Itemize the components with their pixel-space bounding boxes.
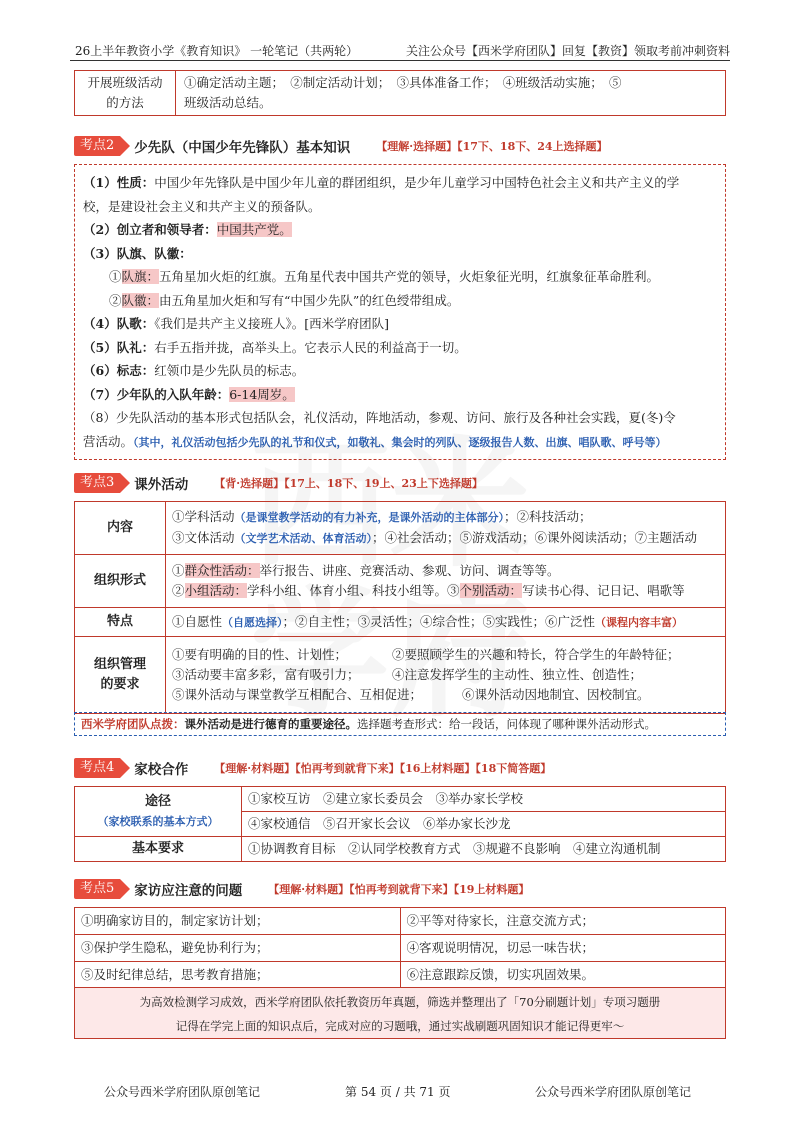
item6 xyxy=(83,359,717,383)
visit-c6: ⑥注意跟踪反馈，切实巩固效果。 xyxy=(400,962,726,989)
item3-head: （3）队旗、队徽： xyxy=(83,245,192,261)
kaodian3-title: 课外活动 xyxy=(134,477,189,493)
content-cell xyxy=(166,502,726,555)
item2 xyxy=(83,218,717,242)
kaodian5-title: 家访应注意的问题 xyxy=(134,883,243,899)
feature-note1: （自愿选择） xyxy=(222,615,283,629)
content-line1 xyxy=(172,507,719,528)
content-l1a: ①学科活动 xyxy=(172,509,235,524)
table-row xyxy=(75,502,726,555)
page-number: 第 54 页 / 共 71 页 xyxy=(345,1085,451,1099)
route-line1: ①家校互访 ②建立家长委员会 ③举办家长学校 xyxy=(242,787,726,812)
header-left: 26上半年教资小学《教育知识》 一轮笔记（共两轮） xyxy=(75,44,359,58)
home-visit-table xyxy=(74,907,726,989)
visit-c3: ③保护学生隐私，避免协利行为； xyxy=(75,935,401,962)
table-row xyxy=(75,555,726,608)
kaodian5-badge: 考点5 xyxy=(74,879,120,899)
class-activity-label xyxy=(75,71,176,116)
content-l2a: ③文体活动 xyxy=(172,530,235,545)
content-l2b: ；④社会活动；⑤游戏活动；⑥课外阅读活动；⑦主题活动 xyxy=(372,530,698,545)
item5-text: 右手五指并拢，高举头上。它表示人民的利益高于一切。 xyxy=(154,339,467,355)
note-text: 选择题考查形式：给一段话，问体现了哪种课外活动形式。 xyxy=(357,717,656,731)
content-line1: ①确定活动主题； ②制定活动计划； ③具体准备工作； ④班级活动实施； ⑤ xyxy=(184,75,622,90)
item5 xyxy=(83,336,717,360)
item7 xyxy=(83,383,717,407)
kaodian5-heading xyxy=(74,878,529,900)
note-bold: 课外活动是进行德育的重要途径。 xyxy=(184,717,357,731)
item3-sub2-num: ② xyxy=(109,292,122,308)
req-row1 xyxy=(172,645,719,665)
item3-sub2-text: 由五角星加火炬和写有“中国少先队”的红色绶带组成。 xyxy=(159,292,460,308)
table-row xyxy=(75,935,726,962)
org-l1hl: 群众性活动： xyxy=(184,563,260,578)
visit-c5: ⑤及时纪律总结，思考教育措施； xyxy=(75,962,401,989)
feature-cell xyxy=(166,608,726,637)
org-label: 组织形式 xyxy=(75,555,166,608)
kaodian3-tags: 【背·选择题】【17上、18下、19上、23上下选择题】 xyxy=(214,477,483,490)
visit-c1: ①明确家访目的，制定家访计划； xyxy=(75,908,401,935)
item2-text: 中国共产党。 xyxy=(216,222,292,237)
banner-line1: 为高效检测学习成效，西米学府团队依托教资历年真题，筛选并整理出了「70分刷题计划」专项习题册 xyxy=(139,995,661,1009)
req-2: ②要照顾学生的兴趣和特长，符合学生的年龄特征； xyxy=(392,647,680,662)
item1-text: 中国少年先锋队是中国少年儿童的群团组织，是少年儿童学习中国特色社会主义和共产主义的学 xyxy=(154,175,680,190)
item6-head: （6）标志： xyxy=(83,363,155,378)
kaodian4-heading xyxy=(74,757,551,779)
content-l1note: （是课堂教学活动的有力补充，是课外活动的主体部分） xyxy=(234,511,505,524)
label-line1: 开展班级活动 xyxy=(87,75,163,90)
class-activity-content xyxy=(176,71,726,116)
kaodian5-tags: 【理解·材料题】【怕再考到就背下来】【19上材料题】 xyxy=(268,883,530,896)
item7-head: （7）少年队的入队年龄： xyxy=(83,386,230,402)
content-line2 xyxy=(172,528,719,549)
req-row3 xyxy=(172,685,719,705)
req-3: ③活动要丰富多彩，富有吸引力； xyxy=(172,667,360,682)
req-1: ①要有明确的目的性、计划性； xyxy=(172,647,348,662)
kaodian2-badge: 考点2 xyxy=(74,136,120,156)
org-l1b: 举行报告、讲座、竞赛活动、参观、访问、调查等等。 xyxy=(259,563,560,578)
kaodian2-heading xyxy=(74,135,608,157)
feature-b: ；②自主性；③灵活性；④综合性；⑤实践性；⑥广泛性 xyxy=(282,613,596,629)
req-cell xyxy=(166,637,726,714)
tip-note xyxy=(74,712,726,736)
table-row xyxy=(75,962,726,989)
org-l2a: ② xyxy=(172,583,185,598)
kaodian2-title: 少先队（中国少年先锋队）基本知识 xyxy=(134,140,351,156)
kaodian4-tags: 【理解·材料题】【怕再考到就背下来】【16上材料题】【18下简答题】 xyxy=(214,762,552,775)
item1-head: （1）性质： xyxy=(83,175,155,190)
item6-text: 红领巾是少先队员的标志。 xyxy=(154,363,305,378)
item3-sub2-label: 队徽： xyxy=(121,292,160,308)
visit-c4: ④客观说明情况，切忌一味告状； xyxy=(400,935,726,962)
content-l1b: ；②科技活动； xyxy=(504,509,592,524)
feature-note2: （课程内容丰富） xyxy=(595,615,684,629)
item1 xyxy=(83,171,717,195)
org-line2 xyxy=(172,581,719,601)
basic-req-text: ①协调教育目标 ②认同学校教育方式 ③规避不良影响 ④建立沟通机制 xyxy=(242,837,726,862)
org-l2hl: 小组活动： xyxy=(184,583,248,598)
extracurricular-table xyxy=(74,501,726,714)
item8: （8）少先队活动的基本形式包括队会，礼仪活动，阵地活动，参观、访问、旅行及各种社会实践，夏(冬)令 xyxy=(83,410,676,425)
req-5: ⑤课外活动与课堂教学互相配合、互相促进； xyxy=(172,687,423,702)
req-row2 xyxy=(172,665,719,685)
content-label: 内容 xyxy=(75,502,166,555)
visit-c2: ②平等对待家长，注意交流方式； xyxy=(400,908,726,935)
content-l2note: （文学艺术活动、体育活动） xyxy=(234,532,373,545)
req-label1: 组织管理 xyxy=(93,657,146,672)
practice-banner xyxy=(74,987,726,1039)
class-activity-table xyxy=(74,70,726,116)
item8-text2: 营活动。 xyxy=(83,433,134,449)
item4-text: 《我们是共产主义接班人》。[西米学府团队] xyxy=(154,316,389,331)
footer-right: 公众号西米学府团队原创笔记 xyxy=(535,1085,692,1099)
org-cell xyxy=(166,555,726,608)
table-row xyxy=(75,837,726,862)
org-l2c: 写读书心得、记日记、唱歌等 xyxy=(522,583,685,598)
note-head: 西米学府团队点拨： xyxy=(81,717,185,731)
org-l2b: 学科小组、体育小组、科技小组等。③ xyxy=(247,583,460,598)
route-sub: （家校联系的基本方式） xyxy=(97,814,219,828)
route-label xyxy=(75,787,242,837)
org-line1 xyxy=(172,561,719,581)
item4-head: （4）队歌： xyxy=(83,316,155,331)
label-line2: 的方法 xyxy=(106,95,144,110)
home-school-table xyxy=(74,786,726,862)
content-line2: 班级活动总结。 xyxy=(184,95,272,110)
item8-note: （其中，礼仪活动包括少先队的礼节和仪式，如敬礼、集会时的列队、逐级报告人数、出旗、唱队歌、呼号等） xyxy=(133,435,667,449)
page-header xyxy=(70,40,730,61)
item3-sub1 xyxy=(83,265,717,289)
kaodian3-badge: 考点3 xyxy=(74,473,120,493)
req-6: ⑥课外活动因地制宜、因校制宜。 xyxy=(462,687,650,702)
item3-sub1-label: 队旗： xyxy=(121,269,160,284)
kaodian4-badge: 考点4 xyxy=(74,758,120,778)
org-l1a: ① xyxy=(172,563,185,578)
req-label2: 的要求 xyxy=(100,677,140,692)
feature-label: 特点 xyxy=(75,608,166,637)
org-l2hl2: 个别活动： xyxy=(459,583,523,598)
header-right: 关注公众号【西米学府团队】回复【教资】领取考前冲刺资料 xyxy=(405,44,730,58)
kaodian2-tags: 【理解·选择题】【17下、18下、24上选择题】 xyxy=(376,140,608,153)
item3-sub1-num: ① xyxy=(109,269,122,284)
req-label xyxy=(75,637,166,714)
table-row xyxy=(75,787,726,812)
kaodian3-heading xyxy=(74,472,483,494)
basic-req-label: 基本要求 xyxy=(75,837,242,862)
req-4: ④注意发挥学生的主动性、独立性、创造性； xyxy=(392,667,643,682)
item4 xyxy=(83,312,717,336)
item3-sub1-text: 五角星加火炬的红旗。五角星代表中国共产党的领导，火炬象征光明，红旗象征革命胜利。 xyxy=(159,269,660,284)
route-line2: ④家校通信 ⑤召开家长会议 ⑥举办家长沙龙 xyxy=(242,812,726,837)
table-row xyxy=(75,608,726,637)
item7-text: 6-14周岁。 xyxy=(229,386,295,402)
young-pioneers-box xyxy=(74,164,726,460)
item5-head: （5）队礼： xyxy=(83,339,155,355)
banner-line2: 记得在学完上面的知识点后，完成对应的习题哦，通过实战刷题巩固知识才能记得更牢～ xyxy=(175,1019,625,1033)
feature-a: ①自愿性 xyxy=(172,613,223,629)
item1-cont: 校，是建设社会主义和共产主义的预备队。 xyxy=(83,198,321,214)
item3-sub2 xyxy=(83,289,717,313)
table-row xyxy=(75,637,726,714)
kaodian4-title: 家校合作 xyxy=(134,762,189,778)
route-label-text: 途径 xyxy=(144,793,171,809)
item2-head: （2）创立者和领导者： xyxy=(83,222,217,237)
table-row xyxy=(75,908,726,935)
footer-left: 公众号西米学府团队原创笔记 xyxy=(104,1085,261,1099)
